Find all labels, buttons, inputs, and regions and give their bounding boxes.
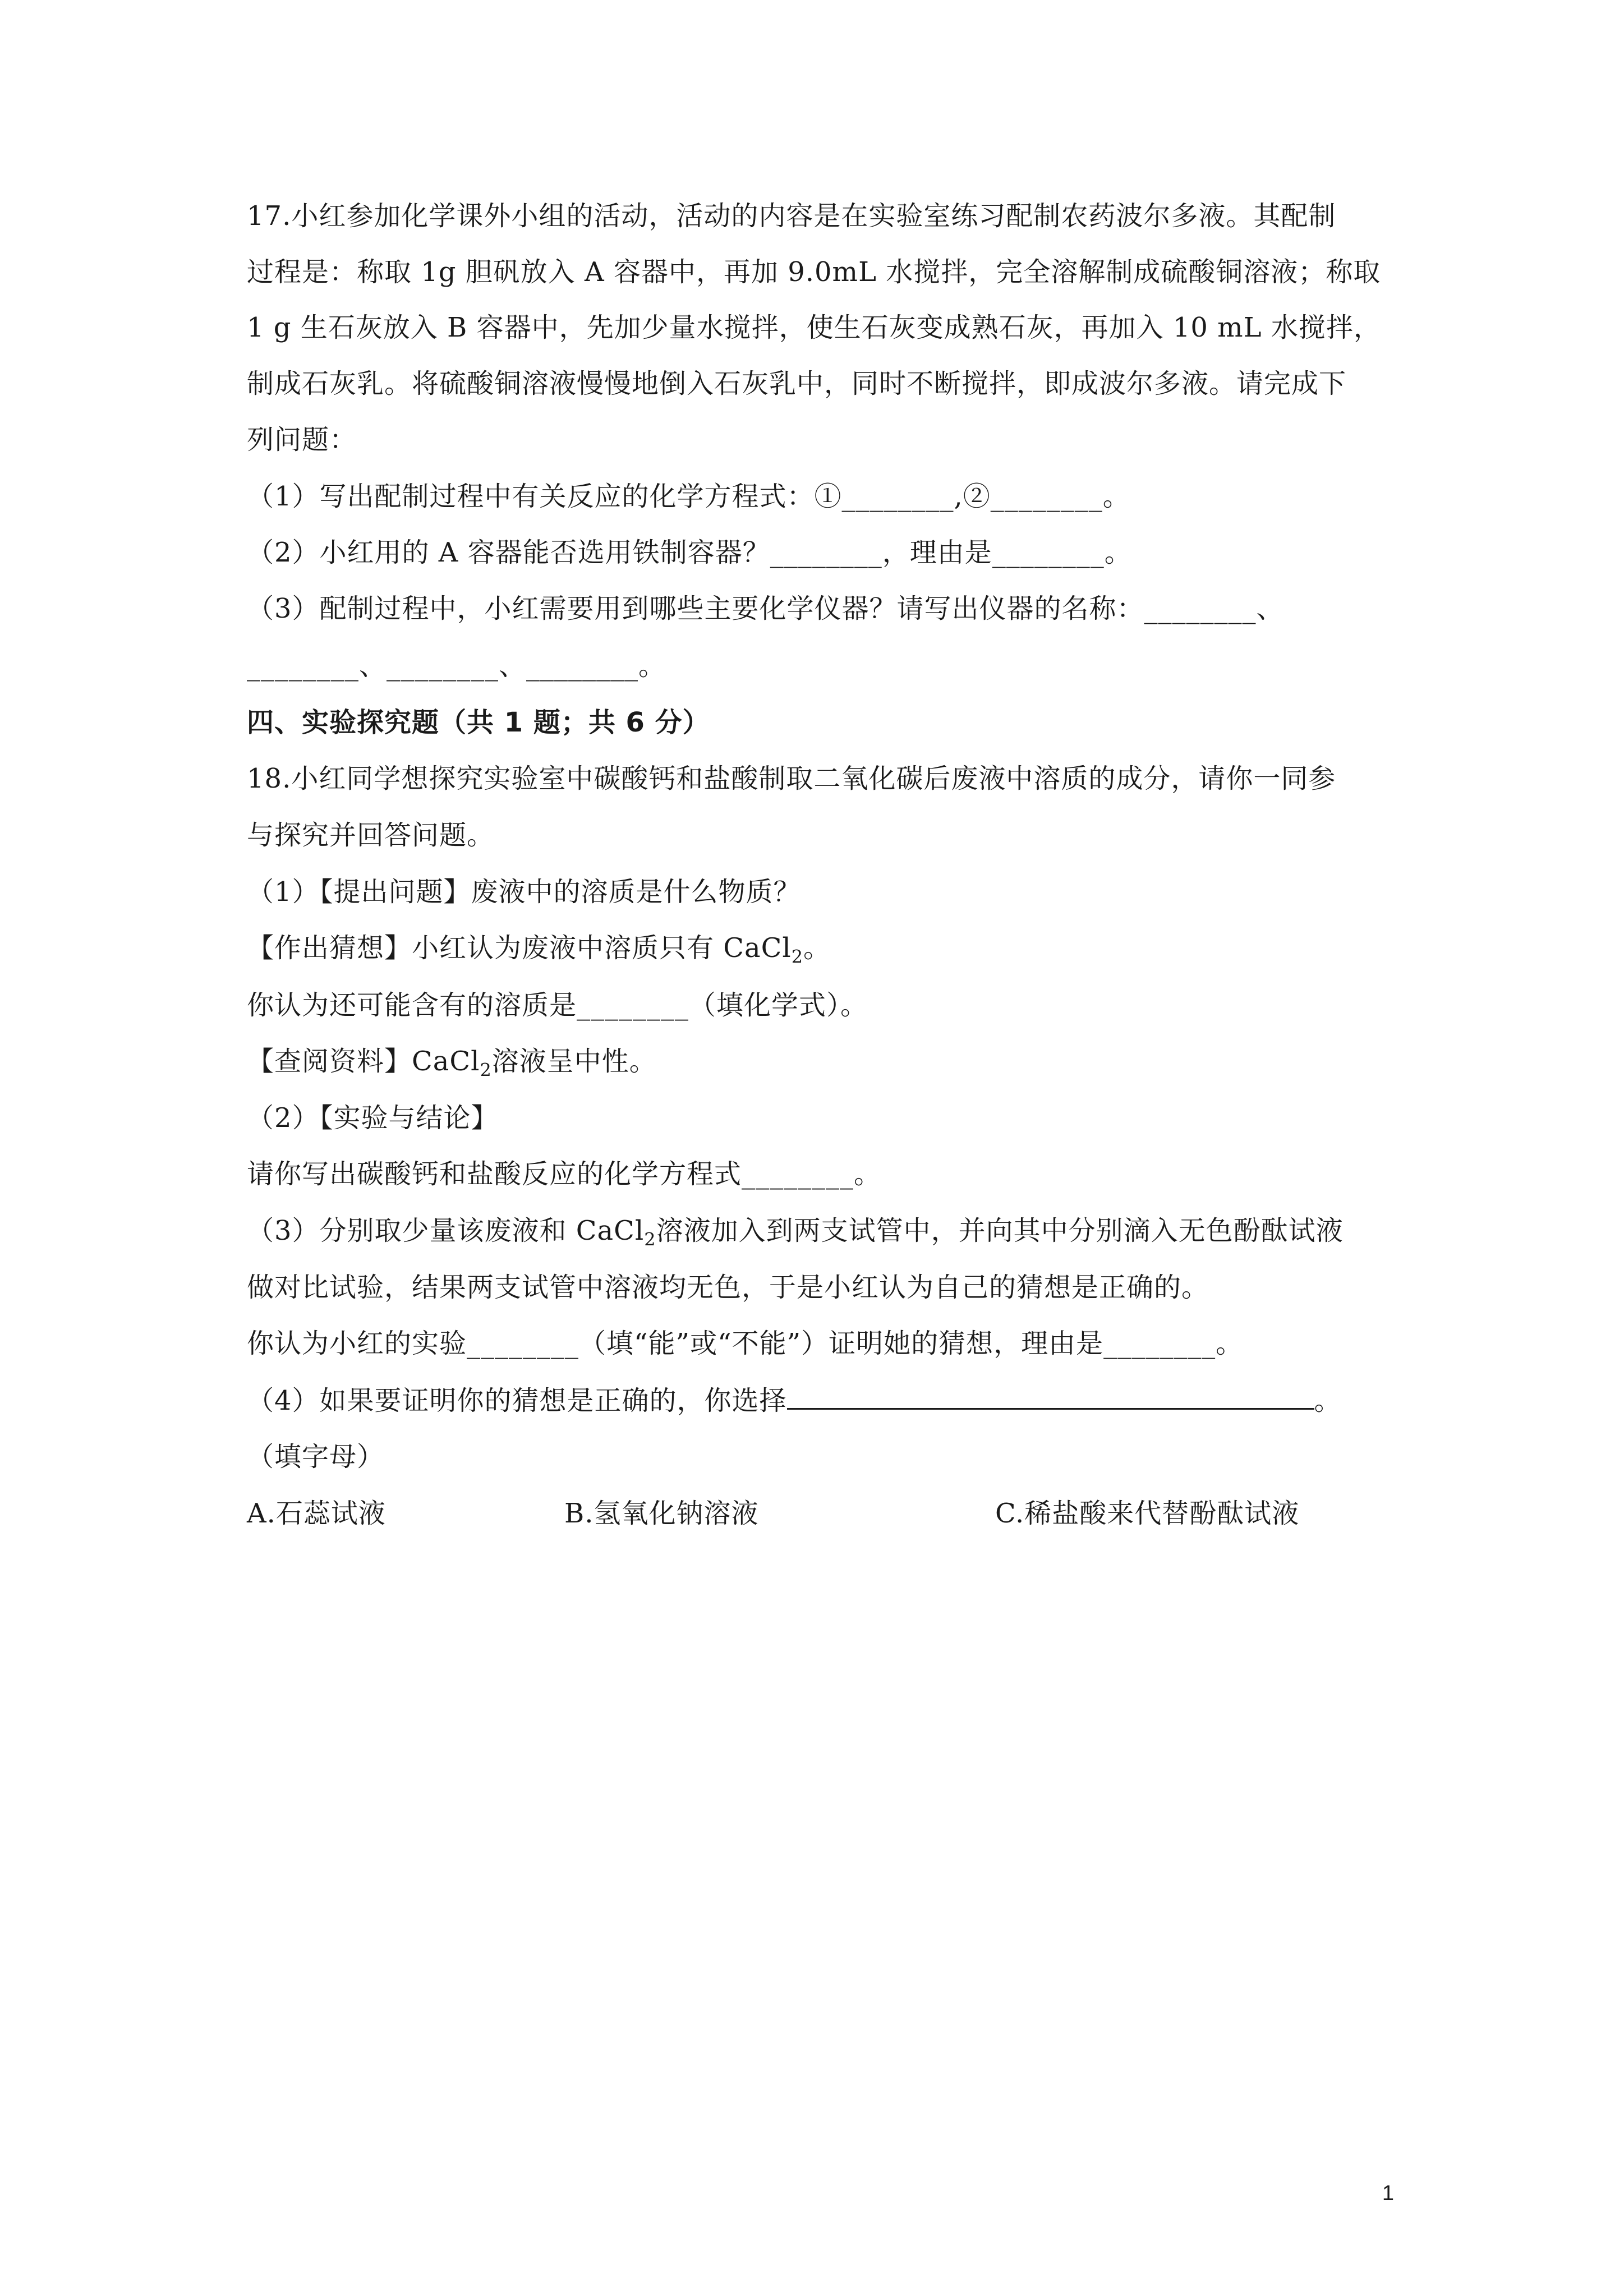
section-heading-experiment: 四、实验探究题（共 1 题；共 6 分） [247, 707, 710, 738]
q18-part-4 [247, 1383, 1391, 1418]
q17-sub-3-cont: ________、________、________。 [247, 650, 666, 682]
q18-part-4-text: （4）如果要证明你的猜想是正确的，你选择 [247, 1385, 787, 1416]
q17-line-5: 列问题： [247, 424, 357, 455]
q18-part-3 [247, 1214, 1391, 1248]
q17-line-1: 17.小红参加化学课外小组的活动，活动的内容是在实验室练习配制农药波尔多液。其配制 [247, 200, 1336, 232]
q18-reference-end: 溶液呈中性。 [491, 1046, 657, 1077]
option-a: A.石蕊试液 [247, 1498, 386, 1529]
q18-part-3-end: 溶液加入到两支试管中，并向其中分别滴入无色酚酞试液 [656, 1215, 1344, 1246]
page-number: 1 [1382, 2182, 1394, 2205]
q18-part-4-end: 。 [1314, 1385, 1342, 1416]
q18-hypothesis [247, 931, 1391, 968]
option-b: B.氢氧化钠溶液 [564, 1498, 759, 1529]
q17-line-3: 1 g 生石灰放入 B 容器中，先加少量水搅拌，使生石灰变成熟石灰，再加入 10 mL 水搅拌， [247, 312, 1381, 343]
q17-sub-3: （3）配制过程中，小红需要用到哪些主要化学仪器？请写出仪器的名称：________、 [247, 593, 1284, 624]
q18-fill-letter: （填字母） [247, 1441, 385, 1473]
q18-equation: 请你写出碳酸钙和盐酸反应的化学方程式________。 [247, 1158, 882, 1190]
q18-part-1: （1）【提出问题】废液中的溶质是什么物质？ [247, 876, 801, 908]
q18-part-3-sub: 2 [644, 1228, 656, 1250]
q18-line-2: 与探究并回答问题。 [247, 820, 495, 851]
q18-part-2: （2）【实验与结论】 [247, 1102, 499, 1134]
q18-part-3-text: （3）分别取少量该废液和 CaCl [247, 1215, 645, 1246]
q17-sub-1: （1）写出配制过程中有关反应的化学方程式：①________,②________。 [247, 481, 1130, 512]
q18-line-1: 18.小红同学想探究实验室中碳酸钙和盐酸制取二氧化碳后废液中溶质的成分，请你一同参 [247, 763, 1336, 794]
q18-conclusion: 你认为小红的实验________（填“能”或“不能”）证明她的猜想，理由是________。 [247, 1328, 1244, 1359]
q18-other-solute: 你认为还可能含有的溶质是________（填化学式）。 [247, 990, 868, 1021]
q18-hypothesis-text: 【作出猜想】小红认为废液中溶质只有 CaCl [247, 932, 792, 964]
answer-blank [787, 1383, 1314, 1410]
q17-sub-2: （2）小红用的 A 容器能否选用铁制容器？________，理由是________。 [247, 537, 1132, 568]
q18-hypothesis-end: 。 [803, 932, 831, 964]
q18-reference-sub: 2 [480, 1059, 492, 1081]
q18-hypothesis-sub: 2 [791, 946, 804, 968]
q17-line-2: 过程是：称取 1g 胆矾放入 A 容器中，再加 9.0mL 水搅拌，完全溶解制成硫酸铜溶液；称取 [247, 256, 1381, 288]
q18-part-3-cont: 做对比试验，结果两支试管中溶液均无色，于是小红认为自己的猜想是正确的。 [247, 1272, 1209, 1303]
q17-line-4: 制成石灰乳。将硫酸铜溶液慢慢地倒入石灰乳中，同时不断搅拌，即成波尔多液。请完成下 [247, 368, 1347, 399]
q18-reference-text: 【查阅资料】CaCl [247, 1046, 480, 1077]
option-c: C.稀盐酸来代替酚酞试液 [995, 1498, 1300, 1529]
q18-reference [247, 1045, 1391, 1081]
